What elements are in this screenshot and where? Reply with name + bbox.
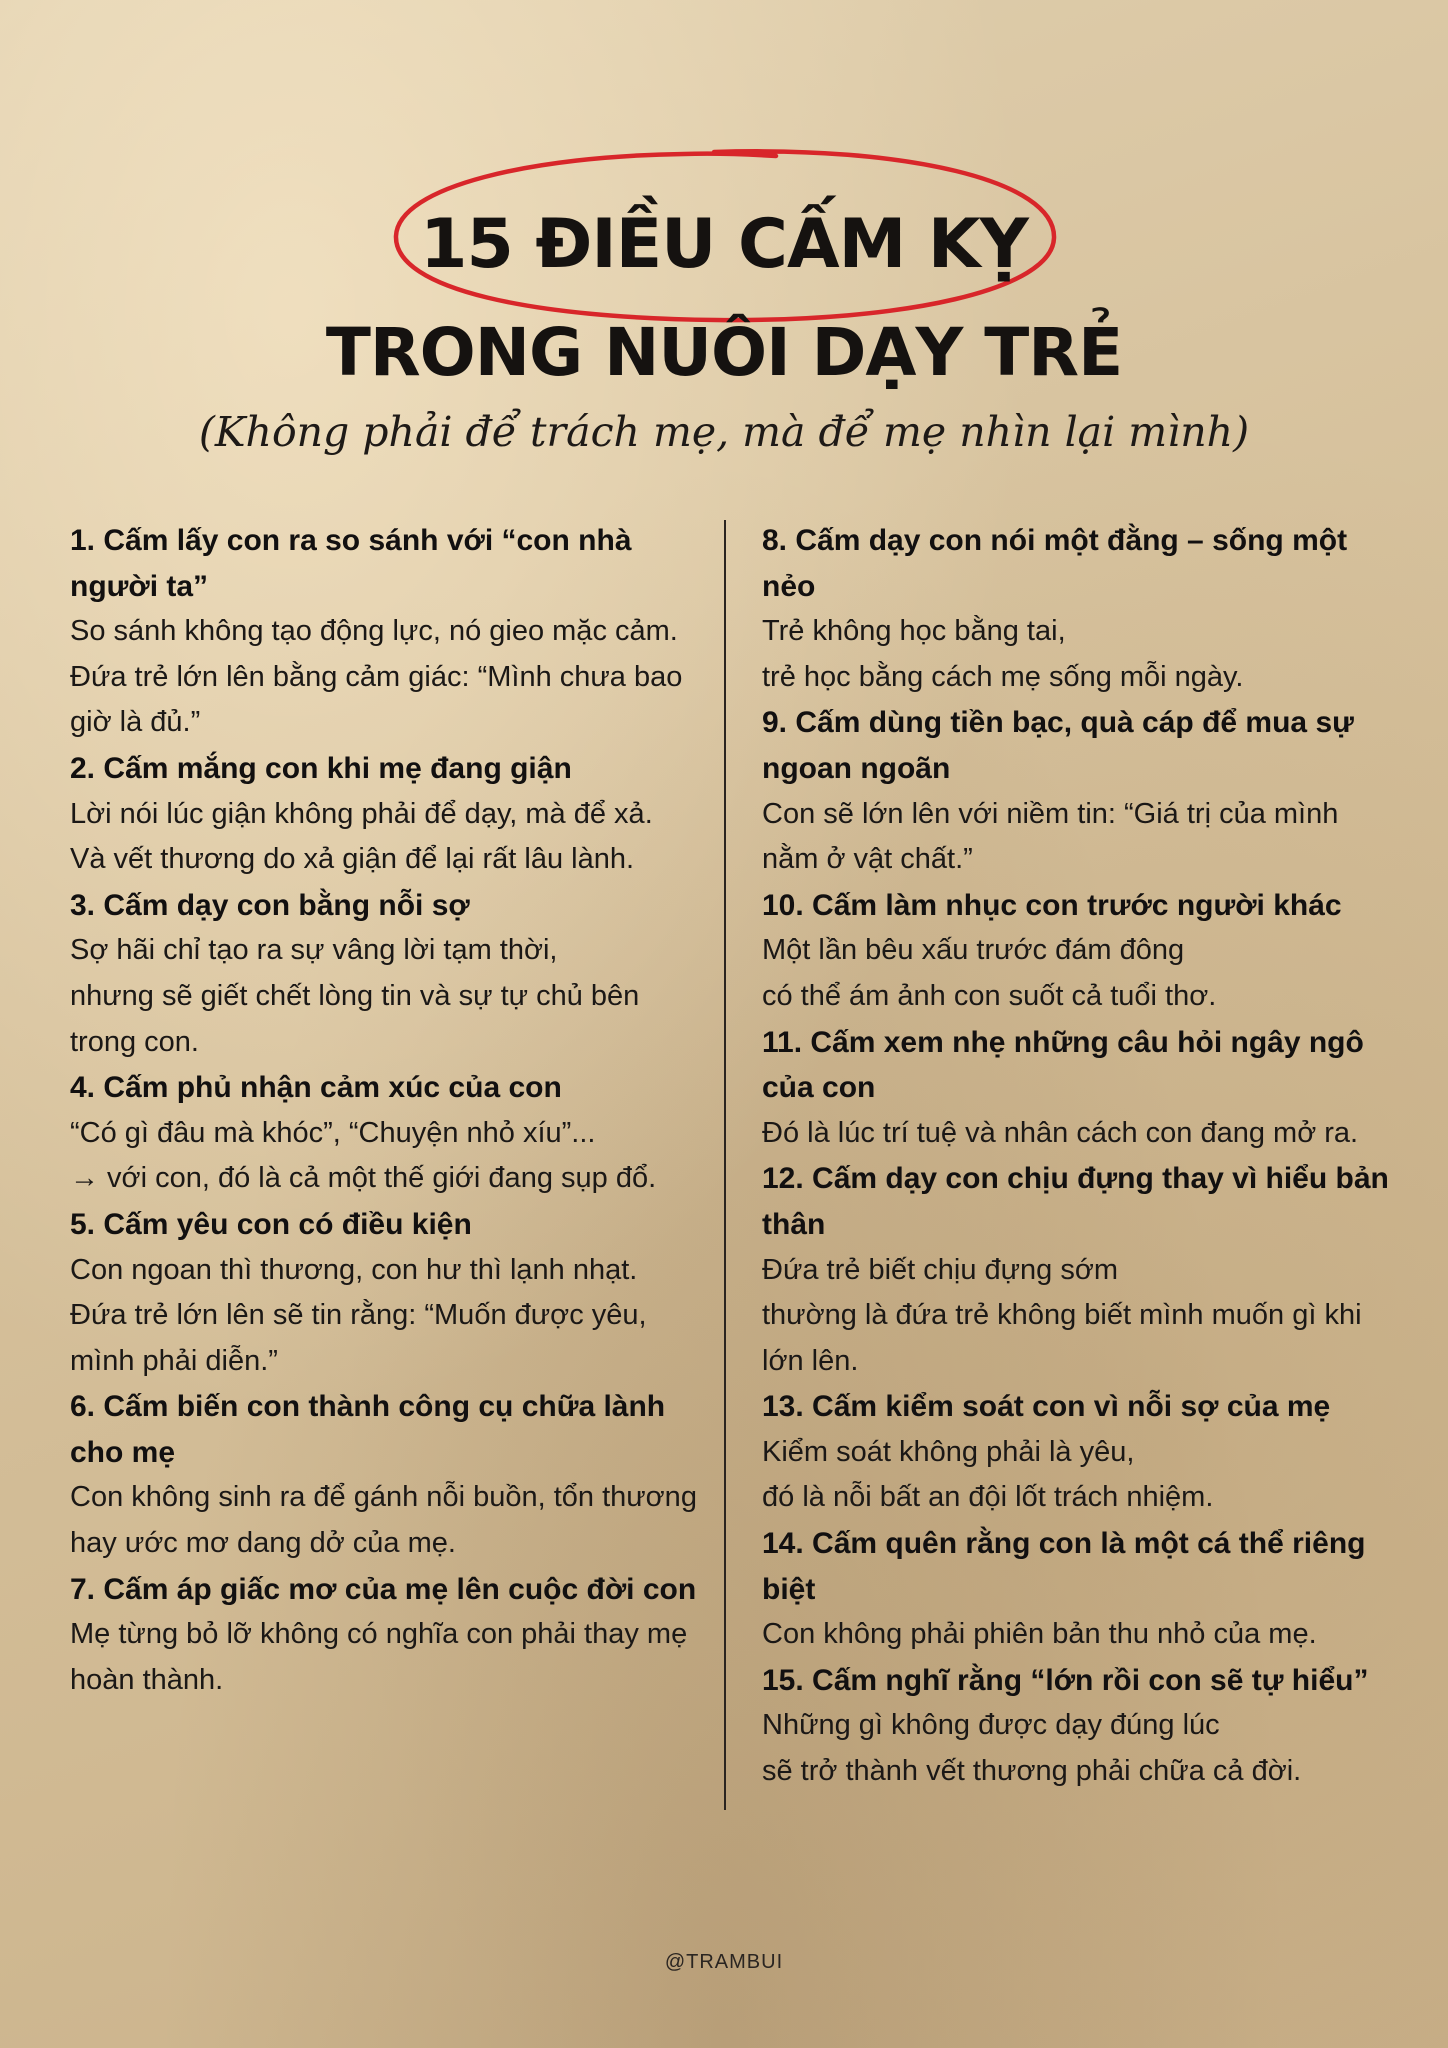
item-body: Những gì không được dạy đúng lúc sẽ trở thành vết thương phải chữa cả đời.: [762, 1709, 1302, 1788]
item-heading: 8. Cấm dạy con nói một đằng – sống một nẻo: [762, 524, 1348, 603]
list-item: [762, 518, 1398, 700]
item-body: Con sẽ lớn lên với niềm tin: “Giá trị của mình nằm ở vật chất.”: [762, 797, 1339, 876]
item-body: Đó là lúc trí tuệ và nhân cách con đang mở ra.: [762, 1116, 1359, 1149]
column-divider: [724, 520, 726, 1810]
list-item: [70, 1065, 710, 1202]
item-heading: 4. Cấm phủ nhận cảm xúc của con: [70, 1071, 562, 1105]
item-heading: 15. Cấm nghĩ rằng “lớn rồi con sẽ tự hiểu”: [762, 1663, 1369, 1697]
list-item: [70, 1384, 710, 1566]
item-body: Kiểm soát không phải là yêu, đó là nỗi bất an đội lốt trách nhiệm.: [762, 1435, 1214, 1514]
list-item: [762, 883, 1398, 1020]
item-body: Con ngoan thì thương, con hư thì lạnh nhạt. Đứa trẻ lớn lên sẽ tin rằng: “Muốn được yêu, mình phải diễn.”: [70, 1253, 647, 1377]
item-heading: 14. Cấm quên rằng con là một cá thể riêng biệt: [762, 1527, 1366, 1606]
item-heading: 5. Cấm yêu con có điều kiện: [70, 1207, 472, 1241]
list-item: [70, 1202, 710, 1384]
item-heading: 13. Cấm kiểm soát con vì nỗi sợ của mẹ: [762, 1390, 1331, 1424]
list-item: [762, 1521, 1398, 1658]
list-item: [70, 746, 710, 883]
item-body: Đứa trẻ biết chịu đựng sớm thường là đứa trẻ không biết mình muốn gì khi lớn lên.: [762, 1253, 1362, 1377]
page-subtitle: (Không phải để trách mẹ, mà để mẹ nhìn lại mình): [198, 408, 1250, 456]
list-item: [762, 1020, 1398, 1157]
item-heading: 11. Cấm xem nhẹ những câu hỏi ngây ngô của con: [762, 1025, 1364, 1105]
item-heading: 1. Cấm lấy con ra so sánh với “con nhà người ta”: [70, 524, 632, 603]
left-column: [70, 518, 710, 1703]
list-item: [762, 1658, 1398, 1795]
item-body: Con không phải phiên bản thu nhỏ của mẹ.: [762, 1618, 1317, 1651]
item-body: Mẹ từng bỏ lỡ không có nghĩa con phải thay mẹ hoàn thành.: [70, 1618, 688, 1696]
list-item: [762, 1156, 1398, 1384]
item-heading: 3. Cấm dạy con bằng nỗi sợ: [70, 888, 470, 922]
list-item: [70, 518, 710, 746]
list-item: [762, 1384, 1398, 1521]
item-heading: 7. Cấm áp giấc mơ của mẹ lên cuộc đời con: [70, 1572, 697, 1606]
page-title-line-1: 15 ĐIỀU CẤM KỴ: [420, 205, 1028, 284]
list-item: [70, 883, 710, 1065]
item-heading: 2. Cấm mắng con khi mẹ đang giận: [70, 751, 572, 785]
list-item: [70, 1567, 710, 1704]
author-credit: @TRAMBUI: [664, 1951, 784, 1973]
item-body: Con không sinh ra để gánh nỗi buồn, tổn thương hay ước mơ dang dở của mẹ.: [70, 1481, 697, 1560]
item-body: “Có gì đâu mà khóc”, “Chuyện nhỏ xíu”... → với con, đó là cả một thế giới đang sụp đổ.: [70, 1116, 657, 1195]
item-heading: 6. Cấm biến con thành công cụ chữa lành cho mẹ: [70, 1390, 666, 1469]
item-heading: 10. Cấm làm nhục con trước người khác: [762, 888, 1342, 922]
item-heading: 9. Cấm dùng tiền bạc, quà cáp để mua sự ngoan ngoãn: [762, 706, 1354, 785]
item-body: Một lần bêu xấu trước đám đông có thể ám ảnh con suốt cả tuổi thơ.: [762, 934, 1217, 1012]
item-body: Sợ hãi chỉ tạo ra sự vâng lời tạm thời, nhưng sẽ giết chết lòng tin và sự tự chủ bên trong con.: [70, 934, 640, 1058]
list-item: [762, 700, 1398, 882]
item-body: Lời nói lúc giận không phải để dạy, mà để xả. Và vết thương do xả giận để lại rất lâu lành.: [70, 797, 653, 876]
right-column: [762, 518, 1398, 1795]
item-heading: 12. Cấm dạy con chịu đựng thay vì hiểu bản thân: [762, 1162, 1389, 1241]
item-body: So sánh không tạo động lực, nó gieo mặc cảm. Đứa trẻ lớn lên bằng cảm giác: “Mình chưa bao giờ là đủ.”: [70, 615, 683, 739]
item-body: Trẻ không học bằng tai, trẻ học bằng cách mẹ sống mỗi ngày.: [762, 615, 1244, 693]
page-title-line-2: TRONG NUÔI DẠY TRẺ: [325, 314, 1123, 391]
